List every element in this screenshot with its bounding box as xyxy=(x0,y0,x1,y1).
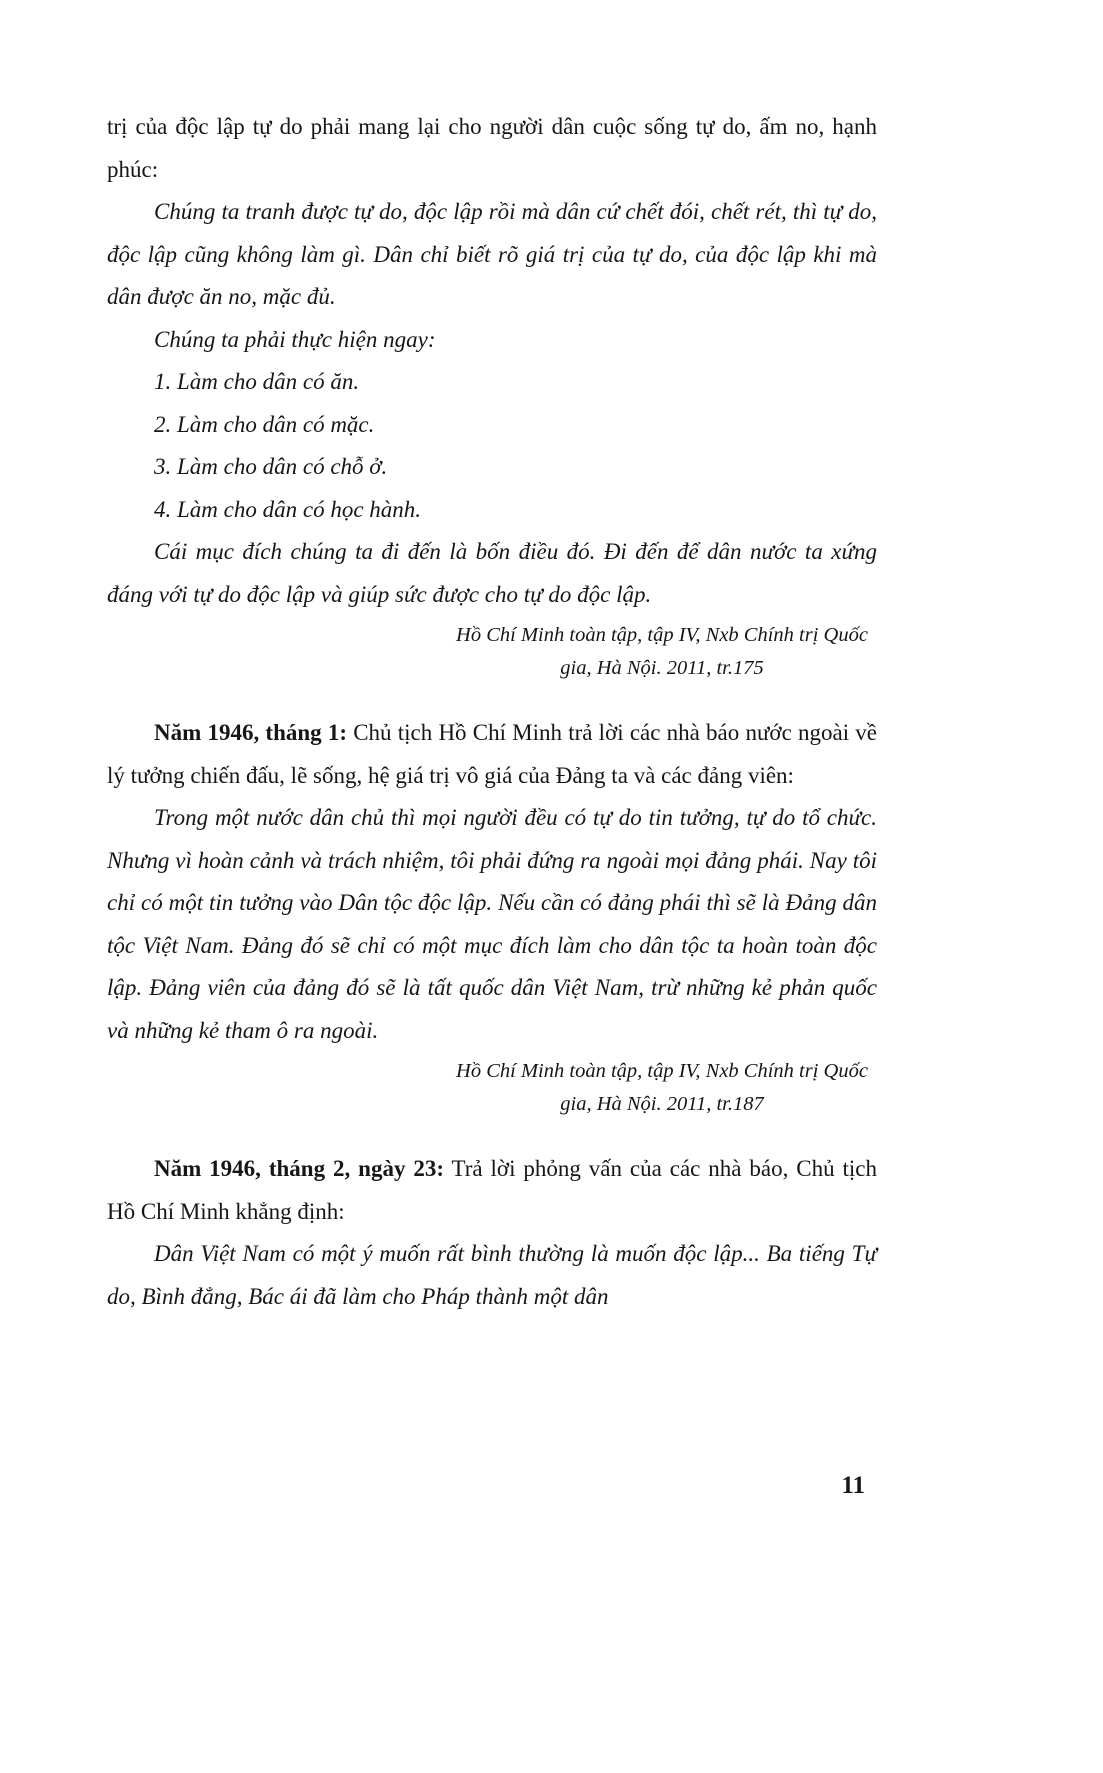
citation-source-2 xyxy=(447,1055,877,1121)
paragraph-date-lead: Năm 1946, tháng 1: xyxy=(154,720,348,745)
paragraph-intro: trị của độc lập tự do phải mang lại cho người dân cuộc sống tự do, ấm no, hạnh phúc: xyxy=(107,114,877,182)
page-number: 11 xyxy=(841,1472,865,1499)
citation-source-1 xyxy=(447,619,877,685)
paragraph-body-text: Chủ tịch Hồ Chí Minh trả lời các nhà báo nước ngoài về lý tưởng chiến đấu, lẽ sống, hệ giá trị vô giá của Đảng ta và các đảng viên: xyxy=(107,720,877,788)
citation-text: Hồ Chí Minh toàn tập, tập IV, Nxb Chính trị Quốc gia, Hà Nội. 2011, tr.187 xyxy=(456,1060,868,1115)
citation-text: Hồ Chí Minh toàn tập, tập IV, Nxb Chính trị Quốc gia, Hà Nội. 2011, tr.175 xyxy=(456,624,868,679)
list-item-education: 4. Làm cho dân có học hành. xyxy=(154,496,422,522)
quote-implement-now: Chúng ta phải thực hiện ngay: xyxy=(154,326,436,352)
quote-vietnam-independence-wish: Dân Việt Nam có một ý muốn rất bình thường là muốn độc lập... Ba tiếng Tự do, Bình đẳng, Bác ái đã làm cho Pháp thành một dân xyxy=(107,1241,877,1309)
paragraph-1946-february xyxy=(107,1148,877,1233)
quote-democracy-party: Trong một nước dân chủ thì mọi người đều có tự do tin tưởng, tự do tổ chức. Nhưng vì hoàn cảnh và trách nhiệm, tôi phải đứng ra ngoài mọi đảng phái. Nay tôi chỉ có một tin tưởng vào Dân tộc độc lập. Nếu cần có đảng phái thì sẽ là Đảng dân tộc Việt Nam. Đảng đó sẽ chỉ có một mục đích làm cho dân tộc ta hoàn toàn độc lập. Đảng viên của đảng đó sẽ là tất quốc dân Việt Nam, trừ những kẻ phản quốc và những kẻ tham ô ra ngoài. xyxy=(107,805,877,1043)
paragraph-date-lead: Năm 1946, tháng 2, ngày 23: xyxy=(154,1156,445,1181)
paragraph-body-text: Trả lời phỏng vấn của các nhà báo, Chủ tịch Hồ Chí Minh khẳng định: xyxy=(107,1156,877,1224)
paragraph-1946-january xyxy=(107,712,877,797)
quote-goal: Cái mục đích chúng ta đi đến là bốn điều đó. Đi đến để dân nước ta xứng đáng với tự do độc lập và giúp sức được cho tự do độc lập. xyxy=(107,539,877,607)
list-item-food: 1. Làm cho dân có ăn. xyxy=(154,369,360,394)
list-item-housing: 3. Làm cho dân có chỗ ở. xyxy=(154,454,388,479)
list-item-clothing: 2. Làm cho dân có mặc. xyxy=(154,411,375,437)
quote-food-clothing: Chúng ta tranh được tự do, độc lập rồi mà dân cứ chết đói, chết rét, thì tự do, độc lập cũng không làm gì. Dân chỉ biết rõ giá trị của tự do, của độc lập khi mà dân được ăn no, mặc đủ. xyxy=(107,199,877,309)
